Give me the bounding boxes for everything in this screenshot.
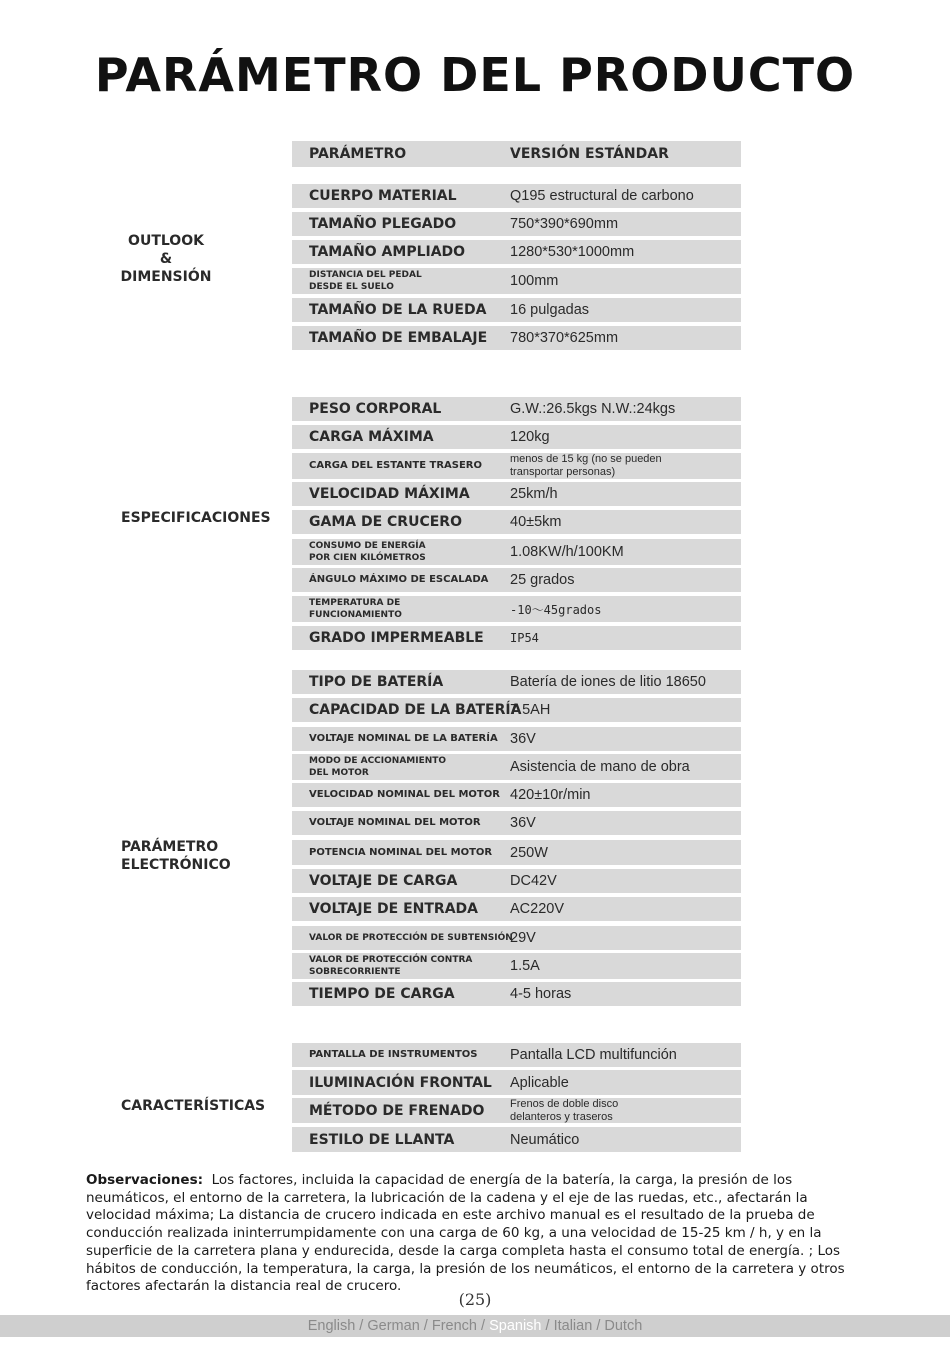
- table-row: [292, 626, 741, 650]
- row-param: VALOR DE PROTECCIÓN CONTRA SOBRECORRIENTE: [309, 955, 473, 977]
- row-param: TAMAÑO DE EMBALAJE: [309, 330, 488, 346]
- header-param: PARÁMETRO: [309, 146, 407, 162]
- table-row: [292, 184, 741, 208]
- table-row: [292, 539, 741, 565]
- table-row: [292, 953, 741, 979]
- row-value: Frenos de doble disco delanteros y traseros: [510, 1097, 619, 1123]
- row-value: 1.5A: [510, 958, 540, 974]
- row-value: 25 grados: [510, 572, 575, 588]
- table-row: [292, 1043, 741, 1067]
- row-param: GAMA DE CRUCERO: [309, 514, 462, 530]
- language-separator: /: [419, 1318, 432, 1334]
- row-param: DISTANCIA DEL PEDAL DESDE EL SUELO: [309, 270, 422, 292]
- group-features: CARACTERÍSTICAS: [121, 1098, 266, 1114]
- table-row: [292, 240, 741, 264]
- table-row: [292, 268, 741, 294]
- table-row: [292, 425, 741, 449]
- row-value: 29V: [510, 930, 536, 946]
- row-value: Aplicable: [510, 1074, 569, 1091]
- row-param: ÁNGULO MÁXIMO DE ESCALADA: [309, 574, 489, 585]
- table-row: [292, 453, 741, 479]
- language-italian[interactable]: Italian: [553, 1318, 593, 1334]
- row-param: TAMAÑO AMPLIADO: [309, 244, 466, 260]
- row-value: 420±10r/min: [510, 787, 591, 803]
- table-row: [292, 926, 741, 950]
- row-param: VOLTAJE DE CARGA: [309, 873, 458, 889]
- table-row: [292, 397, 741, 421]
- row-value: 40±5km: [510, 514, 562, 530]
- row-value: IP54: [510, 631, 539, 645]
- table-row: [292, 568, 741, 592]
- row-param: MÉTODO DE FRENADO: [309, 1102, 485, 1119]
- row-param: TIEMPO DE CARGA: [309, 986, 455, 1002]
- language-french[interactable]: French: [431, 1318, 477, 1334]
- row-param: TAMAÑO PLEGADO: [309, 216, 457, 232]
- row-value: G.W.:26.5kgs N.W.:24kgs: [510, 401, 676, 417]
- observations-label: Observaciones:: [86, 1172, 204, 1188]
- table-row: [292, 670, 741, 694]
- row-param: CONSUMO DE ENERGÍA POR CIEN KILÓMETROS: [309, 541, 426, 563]
- row-value: menos de 15 kg (no se pueden transportar personas): [510, 453, 662, 478]
- table-row: [292, 596, 741, 622]
- row-value: DC42V: [510, 873, 557, 889]
- language-spanish[interactable]: Spanish: [489, 1318, 542, 1334]
- row-param: CARGA MÁXIMA: [309, 429, 434, 445]
- language-separator: /: [541, 1318, 554, 1334]
- row-param: TAMAÑO DE LA RUEDA: [309, 302, 487, 318]
- row-value: -10～45grados: [510, 602, 602, 617]
- row-param: CARGA DEL ESTANTE TRASERO: [309, 460, 483, 471]
- row-param: VOLTAJE NOMINAL DEL MOTOR: [309, 817, 481, 828]
- row-value: 36V: [510, 731, 536, 747]
- row-value: 25km/h: [510, 486, 558, 502]
- row-param: TEMPERATURA DE FUNCIONAMIENTO: [309, 598, 402, 620]
- row-value: 100mm: [510, 273, 559, 289]
- table-row: [292, 982, 741, 1006]
- row-param: VELOCIDAD NOMINAL DEL MOTOR: [309, 789, 500, 800]
- row-value: 1280*530*1000mm: [510, 244, 635, 260]
- row-value: 1.08KW/h/100KM: [510, 544, 624, 560]
- table-row: [292, 783, 741, 807]
- table-header: [292, 141, 741, 167]
- row-param: ESTILO DE LLANTA: [309, 1131, 455, 1148]
- table-row: [292, 727, 741, 751]
- row-value: 120kg: [510, 429, 550, 445]
- row-param: VOLTAJE DE ENTRADA: [309, 901, 478, 917]
- observations-text: Los factores, incluida la capacidad de energía de la batería, la carga, la presión de los neumáticos, el entorno de la carretera, la lubricación de la cadena y el eje de las ruedas, etc., afectarán la velocidad máxima; La distancia de crucero indicada en este archivo manual es el resultado de la prueba de conducción realizada ininterrumpidamente con una carga de 60 kg, a una velocidad de 15-25 km / h, y en la superficie de la carretera plana y endurecida, desde la carga completa hasta el consumo total de energía. ; Los hábitos de conducción, la temperatura, la carga, la presión de los neumáticos, el entorno de la carretera y otros factores afectarán la distancia real de crucero.: [86, 1172, 845, 1295]
- row-value: 780*370*625mm: [510, 330, 619, 346]
- table-row: [292, 754, 741, 780]
- table-row: [292, 326, 741, 350]
- group-outlook: OUTLOOK & DIMENSIÓN: [120, 233, 212, 285]
- table-row: [292, 510, 741, 534]
- row-param: CUERPO MATERIAL: [309, 188, 457, 204]
- table-row: [292, 840, 741, 865]
- group-electric: PARÁMETRO ELECTRÓNICO: [121, 839, 231, 873]
- table-row: [292, 1070, 741, 1095]
- row-param: MODO DE ACCIONAMIENTO DEL MOTOR: [309, 756, 447, 778]
- row-value: 250W: [510, 844, 548, 861]
- table-row: [292, 482, 741, 506]
- language-german[interactable]: German: [367, 1318, 420, 1334]
- language-separator: /: [592, 1318, 605, 1334]
- row-param: VELOCIDAD MÁXIMA: [309, 486, 470, 502]
- row-value: 750*390*690mm: [510, 216, 619, 232]
- row-param: TIPO DE BATERÍA: [309, 674, 444, 690]
- row-param: VALOR DE PROTECCIÓN DE SUBTENSIÓN: [309, 932, 513, 943]
- table-row: [292, 1127, 741, 1152]
- row-param: PESO CORPORAL: [309, 401, 442, 417]
- language-bar: [0, 1315, 950, 1337]
- row-value: Pantalla LCD multifunción: [510, 1047, 677, 1063]
- row-value: 36V: [510, 815, 536, 831]
- language-dutch[interactable]: Dutch: [604, 1318, 643, 1334]
- row-param: POTENCIA NOMINAL DEL MOTOR: [309, 846, 493, 858]
- language-separator: /: [477, 1318, 490, 1334]
- row-value: 7.5AH: [510, 702, 551, 718]
- table-row: [292, 897, 741, 921]
- language-english[interactable]: English: [307, 1318, 356, 1334]
- table-row: [292, 212, 741, 236]
- row-param: ILUMINACIÓN FRONTAL: [309, 1074, 492, 1091]
- observations: [86, 1172, 876, 1296]
- row-value: Neumático: [510, 1131, 580, 1148]
- row-param: CAPACIDAD DE LA BATERÍA: [309, 702, 522, 718]
- table-row: [292, 811, 741, 835]
- group-specs: ESPECIFICACIONES: [121, 510, 271, 526]
- row-param: VOLTAJE NOMINAL DE LA BATERÍA: [309, 733, 498, 744]
- row-value: Batería de iones de litio 18650: [510, 674, 706, 690]
- table-row: [292, 1098, 741, 1123]
- language-separator: /: [355, 1318, 368, 1334]
- table-row: [292, 869, 741, 893]
- page-number: (25): [458, 1290, 492, 1309]
- table-row: [292, 298, 741, 322]
- header-value: VERSIÓN ESTÁNDAR: [510, 146, 669, 162]
- page-title: PARÁMETRO DEL PRODUCTO: [94, 48, 856, 102]
- row-param: GRADO IMPERMEABLE: [309, 630, 484, 646]
- row-param: PANTALLA DE INSTRUMENTOS: [309, 1049, 478, 1060]
- row-value: Asistencia de mano de obra: [510, 759, 690, 775]
- row-value: 4-5 horas: [510, 986, 572, 1002]
- row-value: Q195 estructural de carbono: [510, 188, 694, 204]
- table-row: [292, 698, 741, 722]
- row-value: 16 pulgadas: [510, 302, 590, 318]
- row-value: AC220V: [510, 901, 565, 917]
